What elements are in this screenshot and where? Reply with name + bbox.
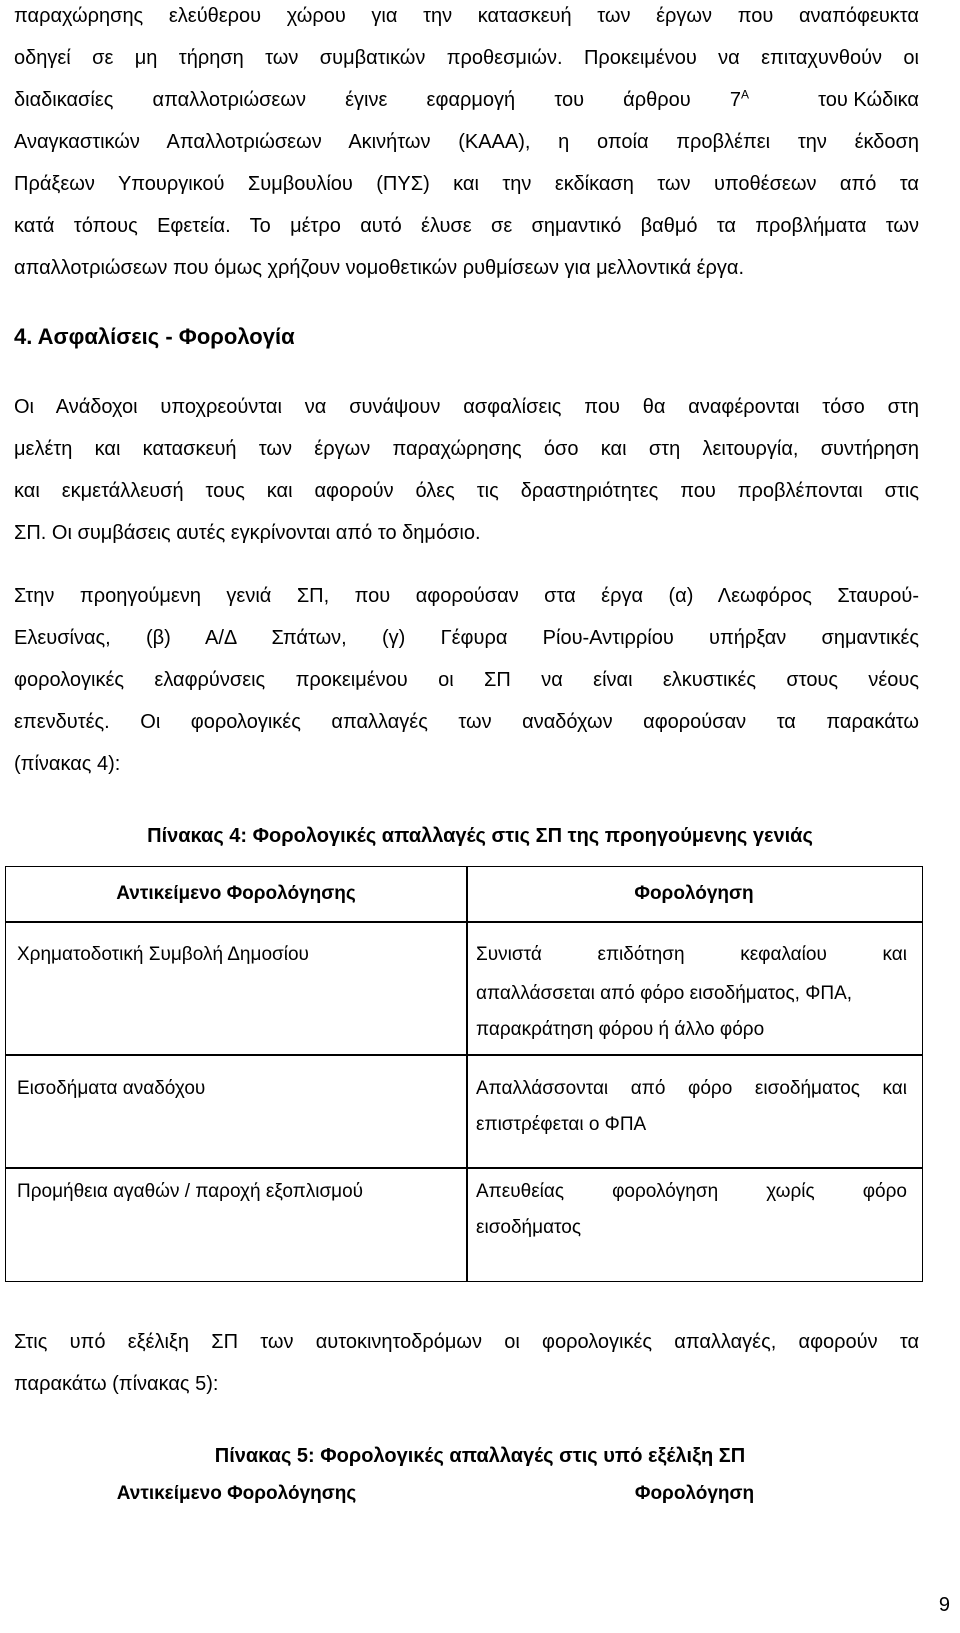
table-4-row-1-taxation-line-3: παρακράτηση φόρου ή άλλο φόρο bbox=[476, 1019, 765, 1040]
table-4-row-1-taxation-line-1: Συνιστά επιδότηση κεφαλαίου και bbox=[476, 944, 907, 965]
paragraph-2-line-4: ΣΠ. Οι συμβάσεις αυτές εγκρίνονται από το δημόσιο. bbox=[14, 522, 481, 544]
paragraph-1-line-5: Πράξεων Υπουργικού Συμβουλίου (ΠΥΣ) και την εκδίκαση των υποθέσεων από τα bbox=[14, 173, 919, 195]
table-4-row-2-taxation-line-2: επιστρέφεται ο ΦΠΑ bbox=[476, 1114, 647, 1135]
table-row bbox=[5, 921, 468, 1056]
paragraph-1-line-3-text: διαδικασίες απαλλοτριώσεων έγινε εφαρμογή του άρθρου 7 bbox=[14, 89, 741, 111]
table-5-caption: Πίνακας 5: Φορολογικές απαλλαγές στις υπό εξέλιξη ΣΠ bbox=[214, 1445, 746, 1467]
article-superscript: Α bbox=[740, 88, 749, 102]
paragraph-4-line-2: παρακάτω (πίνακας 5): bbox=[14, 1373, 219, 1395]
paragraph-1-line-6: κατά τόπους Εφετεία. Το μέτρο αυτό έλυσε σε σημαντικό βαθμό τα προβλήματα των bbox=[14, 215, 919, 237]
table-4-row-3-object: Προμήθεια αγαθών / παροχή εξοπλισμού bbox=[17, 1181, 364, 1202]
paragraph-1-line-7: απαλλοτριώσεων που όμως χρήζουν νομοθετικών ρυθμίσεων για μελλοντικά έργα. bbox=[14, 257, 744, 279]
table-4-row-2-taxation-line-1: Απαλλάσσονται από φόρο εισοδήματος και bbox=[476, 1078, 907, 1099]
paragraph-2-line-2: μελέτη και κατασκευή των έργων παραχώρησης όσο και στη λειτουργία, συντήρηση bbox=[14, 438, 919, 460]
paragraph-2-line-1: Οι Ανάδοχοι υποχρεούνται να συνάψουν ασφαλίσεις που θα αναφέρονται τόσο στη bbox=[14, 396, 919, 418]
paragraph-3-line-4: επενδυτές. Οι φορολογικές απαλλαγές των αναδόχων αφορούσαν τα παρακάτω bbox=[14, 711, 919, 733]
table-row bbox=[466, 1054, 923, 1169]
paragraph-3-line-2: Ελευσίνας, (β) Α/Δ Σπάτων, (γ) Γέφυρα Ρίου-Αντιρρίου υπήρξαν σημαντικές bbox=[14, 627, 919, 649]
table-row bbox=[466, 921, 923, 1056]
paragraph-1-line-4: Αναγκαστικών Απαλλοτριώσεων Ακινήτων (ΚΑΑΑ), η οποία προβλέπει την έκδοση bbox=[14, 131, 919, 153]
table-row bbox=[5, 1167, 468, 1282]
table-row bbox=[5, 1054, 468, 1169]
table-4-row-3-taxation-line-2: εισοδήματος bbox=[476, 1217, 582, 1238]
page-number: 9 bbox=[938, 1594, 950, 1616]
table-4-row-1-object: Χρηματοδοτική Συμβολή Δημοσίου bbox=[17, 944, 309, 965]
table-4-header-taxation: Φορολόγηση bbox=[634, 883, 754, 904]
table-5-header-taxation: Φορολόγηση bbox=[634, 1483, 755, 1504]
table-4-row-2-object: Εισοδήματα αναδόχου bbox=[17, 1078, 206, 1099]
paragraph-1-line-2: οδηγεί σε μη τήρηση των συμβατικών προθεσμιών. Προκειμένου να επιταχυνθούν οι bbox=[14, 47, 919, 69]
paragraph-1-line-3-tail: του Κώδικα bbox=[818, 89, 919, 111]
paragraph-3-line-3: φορολογικές ελαφρύνσεις προκειμένου οι ΣΠ να είναι ελκυστικές στους νέους bbox=[14, 669, 919, 691]
paragraph-2-line-3: και εκμετάλλευσή τους και αφορούν όλες τις δραστηριότητες που προβλέπονται στις bbox=[14, 480, 919, 502]
table-5-header-object: Αντικείμενο Φορολόγησης bbox=[116, 1483, 357, 1504]
table-4-caption: Πίνακας 4: Φορολογικές απαλλαγές στις ΣΠ της προηγούμενης γενιάς bbox=[147, 825, 813, 847]
table-4-header-cell-taxation bbox=[466, 866, 923, 923]
table-row bbox=[466, 1167, 923, 1282]
paragraph-1-line-1: παραχώρησης ελεύθερου χώρου για την κατασκευή των έργων που αναπόφευκτα bbox=[14, 5, 919, 27]
table-4-header-object: Αντικείμενο Φορολόγησης bbox=[116, 883, 356, 904]
paragraph-4-line-1: Στις υπό εξέλιξη ΣΠ των αυτοκινητοδρόμων οι φορολογικές απαλλαγές, αφορούν τα bbox=[14, 1331, 919, 1353]
table-4-row-1-taxation-line-2: απαλλάσσεται από φόρο εισοδήματος, ΦΠΑ, bbox=[476, 983, 853, 1004]
table-4-header-cell-object bbox=[5, 866, 468, 923]
paragraph-3-line-1: Στην προηγούμενη γενιά ΣΠ, που αφορούσαν στα έργα (α) Λεωφόρος Σταυρού- bbox=[14, 585, 919, 607]
paragraph-3-line-5: (πίνακας 4): bbox=[14, 753, 121, 775]
table-4-row-3-taxation-line-1: Απευθείας φορολόγηση χωρίς φόρο bbox=[476, 1181, 907, 1202]
section-heading: 4. Ασφαλίσεις - Φορολογία bbox=[14, 324, 295, 349]
